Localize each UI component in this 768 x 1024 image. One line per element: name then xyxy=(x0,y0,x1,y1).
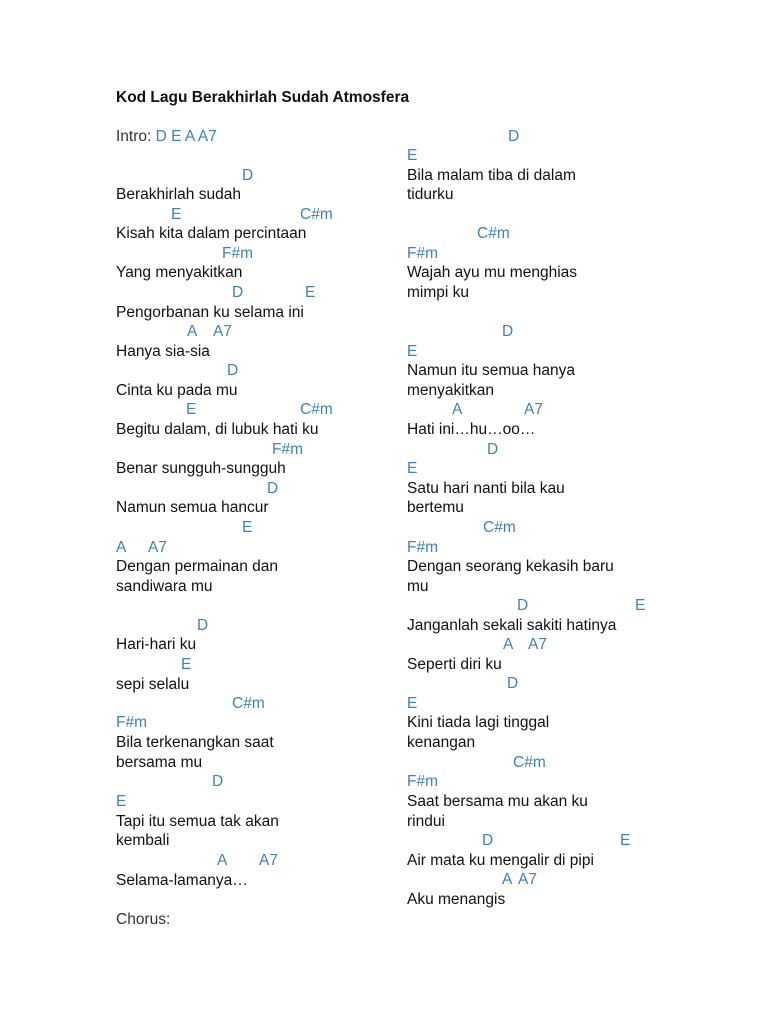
chord: F#m xyxy=(407,539,438,556)
chord: F#m xyxy=(407,773,438,790)
chord: D xyxy=(507,675,519,692)
chord: E xyxy=(620,832,631,849)
chord: A7 xyxy=(259,852,278,869)
chord: A xyxy=(452,401,463,418)
lyric-line: kembali xyxy=(116,832,170,849)
chord: E xyxy=(181,656,192,673)
lyric-line: Hari-hari ku xyxy=(116,636,197,653)
lyric-line: Seperti diri ku xyxy=(407,656,502,673)
lyric-line: mimpi ku xyxy=(407,284,470,301)
intro-label: Intro: xyxy=(116,128,152,145)
lyric-line: bersama mu xyxy=(116,754,203,771)
lyric-line: Aku menangis xyxy=(407,891,506,908)
chord: D xyxy=(502,323,514,340)
chord: E xyxy=(116,793,127,810)
chord: D xyxy=(232,284,244,301)
chord: A7 xyxy=(148,539,167,556)
chord: D xyxy=(487,441,499,458)
lyric-line: sandiwara mu xyxy=(116,578,213,595)
chord: F#m xyxy=(222,245,253,262)
chord: D xyxy=(508,128,520,145)
lyric-line: Kisah kita dalam percintaan xyxy=(116,225,307,242)
chord: D xyxy=(242,167,254,184)
chord: D xyxy=(482,832,494,849)
chord: F#m xyxy=(407,245,438,262)
chord: E xyxy=(635,597,646,614)
chord: C#m xyxy=(477,225,510,242)
lyric-line: Air mata ku mengalir di pipi xyxy=(407,852,594,869)
lyric-line: Namun itu semua hanya xyxy=(407,362,576,379)
chord: D xyxy=(517,597,529,614)
lyric-line: Begitu dalam, di lubuk hati ku xyxy=(116,421,319,438)
lyric-line: Cinta ku pada mu xyxy=(116,382,238,399)
chord: E xyxy=(407,460,418,477)
chord: C#m xyxy=(483,519,516,536)
chorus-label: Chorus: xyxy=(116,911,171,928)
lyric-line: Wajah ayu mu menghias xyxy=(407,264,578,281)
chord: E xyxy=(407,147,418,164)
chord: A7 xyxy=(524,401,543,418)
chord: A xyxy=(187,323,198,340)
intro-line xyxy=(116,128,217,146)
chord: E xyxy=(242,519,253,536)
lyric-line: Kini tiada lagi tinggal xyxy=(407,714,550,731)
lyric-line: rindui xyxy=(407,813,445,830)
lyric-line: Hati ini…hu…oo… xyxy=(407,421,536,438)
chord: E xyxy=(407,695,418,712)
lyric-line: Benar sungguh-sungguh xyxy=(116,460,286,477)
lyric-line: kenangan xyxy=(407,734,476,751)
chord: E xyxy=(171,206,182,223)
lyric-line: Satu hari nanti bila kau xyxy=(407,480,565,497)
chord: F#m xyxy=(116,714,147,731)
lyric-line: Namun semua hancur xyxy=(116,499,269,516)
lyric-line: Berakhirlah sudah xyxy=(116,186,241,203)
lyric-line: Dengan permainan dan xyxy=(116,558,279,575)
chord: A7 xyxy=(518,871,537,888)
chord: D xyxy=(227,362,239,379)
lyric-line: sepi selalu xyxy=(116,676,190,693)
chord: E xyxy=(186,401,197,418)
chord: A xyxy=(116,539,127,556)
chord: D xyxy=(267,480,279,497)
chord: A xyxy=(502,871,513,888)
lyric-line: menyakitkan xyxy=(407,382,495,399)
lyric-line: tidurku xyxy=(407,186,454,203)
chord: C#m xyxy=(300,206,333,223)
chord: A xyxy=(217,852,228,869)
document-title: Kod Lagu Berakhirlah Sudah Atmosfera xyxy=(116,89,410,106)
chord: E xyxy=(407,343,418,360)
chord: C#m xyxy=(232,695,265,712)
lyric-line: bertemu xyxy=(407,499,464,516)
chord: C#m xyxy=(300,401,333,418)
lyric-line: Yang menyakitkan xyxy=(116,264,243,281)
lyric-line: mu xyxy=(407,578,429,595)
lyric-line: Pengorbanan ku selama ini xyxy=(116,304,304,321)
lyric-line: Janganlah sekali sakiti hatinya xyxy=(407,617,617,634)
chord: A7 xyxy=(528,636,547,653)
lyric-line: Bila terkenangkan saat xyxy=(116,734,274,751)
chord: D xyxy=(197,617,209,634)
lyric-line: Bila malam tiba di dalam xyxy=(407,167,576,184)
intro-chords: D E A A7 xyxy=(155,128,217,145)
chord: C#m xyxy=(513,754,546,771)
lyric-line: Tapi itu semua tak akan xyxy=(116,813,279,830)
chord: A7 xyxy=(213,323,232,340)
chord: D xyxy=(212,773,224,790)
chord: F#m xyxy=(272,441,303,458)
chord: A xyxy=(503,636,514,653)
lyric-line: Dengan seorang kekasih baru xyxy=(407,558,614,575)
chord: E xyxy=(305,284,316,301)
lyric-line: Selama-lamanya… xyxy=(116,872,248,889)
lyric-line: Saat bersama mu akan ku xyxy=(407,793,588,810)
lyric-line: Hanya sia-sia xyxy=(116,343,210,360)
